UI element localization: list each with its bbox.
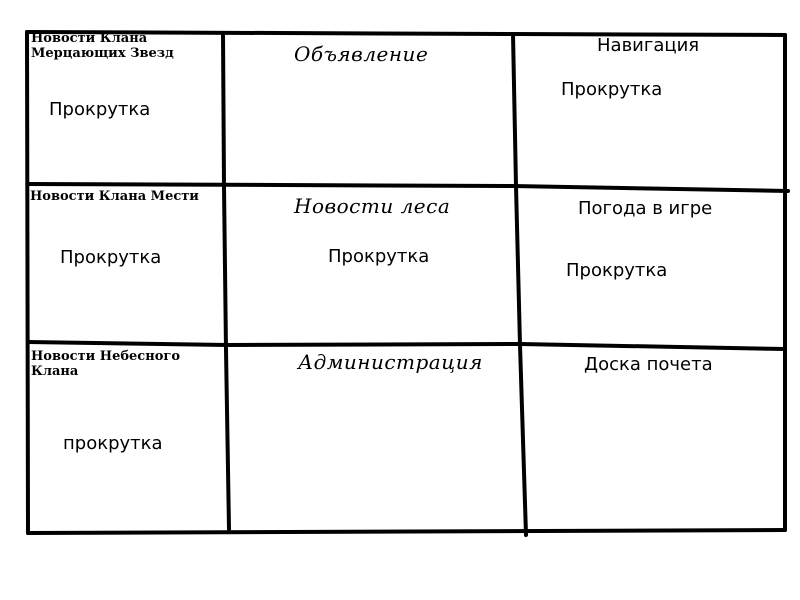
panel-title-announcement: Объявление: [294, 42, 429, 66]
divider-vertical-left: [223, 34, 229, 529]
panel-title-line: Новости Клана: [31, 31, 148, 46]
panel-title-line: Новости Небесного: [31, 349, 181, 364]
panel-title-administration: Администрация: [298, 350, 483, 374]
panel-title-game-weather: Погода в игре: [578, 198, 713, 219]
scroll-label[interactable]: Прокрутка: [60, 247, 162, 268]
panel-title-navigation: Навигация: [597, 35, 700, 56]
divider-horizontal-bottom: [28, 342, 785, 349]
panel-title-honor-board: Доска почета: [584, 354, 713, 375]
scroll-label[interactable]: Прокрутка: [561, 79, 663, 100]
border-left: [27, 32, 28, 533]
panel-title-sky-clan-news: [31, 349, 180, 379]
scroll-label[interactable]: прокрутка: [63, 433, 163, 454]
border-bottom: [28, 530, 785, 533]
divider-vertical-right: [513, 34, 526, 535]
scroll-label[interactable]: Прокрутка: [49, 99, 151, 120]
scroll-label[interactable]: Прокрутка: [566, 260, 668, 281]
panel-title-starlight-clan-news: [31, 31, 174, 61]
panel-title-vengeance-clan-news: Новости Клана Мести: [30, 189, 199, 204]
scroll-label[interactable]: Прокрутка: [328, 246, 430, 267]
panel-title-line: Клана: [31, 364, 79, 379]
panel-title-line: Мерцающих Звезд: [31, 46, 174, 61]
panel-title-forest-news: Новости леса: [294, 194, 451, 218]
